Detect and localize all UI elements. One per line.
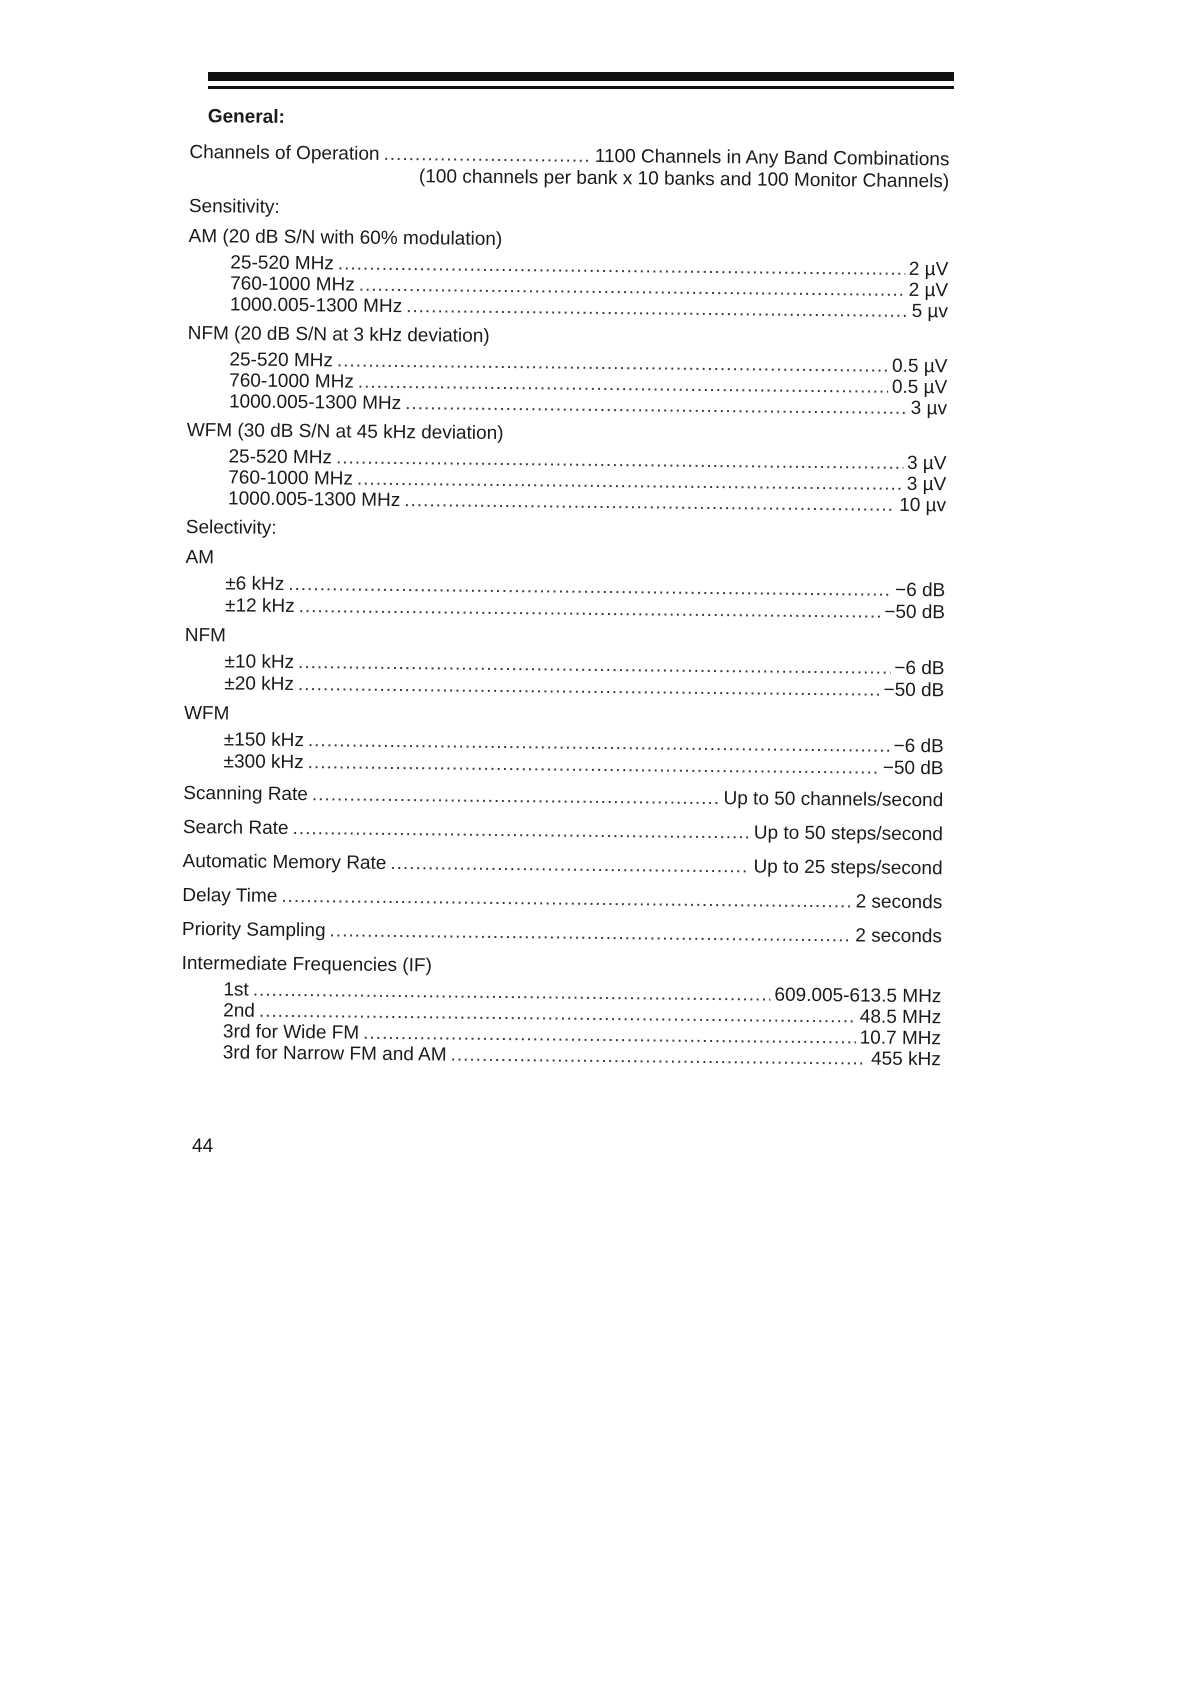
search-rate-row	[183, 817, 943, 846]
sensitivity-am-group	[188, 226, 949, 322]
row-value: 0.5 µV	[891, 376, 948, 399]
group-title: AM	[185, 546, 215, 569]
leader-dots	[312, 784, 720, 810]
channels-label: Channels of Operation	[189, 141, 380, 165]
row-value: −50 dB	[883, 679, 945, 702]
row-value: 2 µV	[908, 258, 949, 281]
row-value: 2 seconds	[855, 891, 943, 914]
leader-dots	[281, 886, 852, 913]
row-value: 48.5 MHz	[859, 1006, 942, 1029]
leader-dots	[298, 674, 880, 702]
row-value: −50 dB	[882, 757, 944, 780]
automatic-memory-rate-row	[183, 851, 943, 880]
row-value: −6 dB	[894, 657, 945, 680]
row-value: Up to 50 channels/second	[723, 788, 944, 812]
row-value: −50 dB	[884, 601, 946, 624]
row-label: Search Rate	[182, 816, 289, 839]
row-label: 760-1000 MHz	[229, 370, 354, 393]
row-label: ±12 kHz	[224, 595, 295, 618]
leader-dots	[299, 596, 881, 624]
row-label: 1000.005-1300 MHz	[228, 391, 402, 415]
group-rows	[187, 349, 948, 419]
leader-dots	[292, 818, 749, 844]
row-value: −6 dB	[894, 579, 946, 602]
row-value: 3 µV	[906, 452, 947, 475]
scanning-rate-row	[183, 783, 943, 812]
selectivity-wfm-group	[183, 703, 944, 780]
row-label: ±300 kHz	[223, 751, 304, 774]
group-title: WFM	[183, 702, 230, 725]
selectivity-am-group	[185, 547, 946, 624]
sensitivity-nfm-group	[187, 323, 948, 419]
group-rows	[186, 446, 947, 516]
row-label: 25-520 MHz	[230, 252, 334, 275]
page-number: 44	[192, 1136, 214, 1157]
leader-dots	[329, 920, 851, 947]
leader-dots	[390, 853, 749, 878]
row-label: Delay Time	[182, 884, 278, 907]
leader-dots	[383, 144, 591, 168]
row-value: −6 dB	[893, 735, 944, 758]
priority-sampling-row	[182, 919, 942, 948]
group-title: AM (20 dB S/N with 60% modulation)	[188, 225, 503, 251]
leader-dots	[451, 1045, 868, 1070]
leader-dots	[404, 490, 895, 516]
sensitivity-title: Sensitivity:	[188, 195, 280, 218]
row-value: 10 µv	[899, 494, 947, 517]
row-label: Scanning Rate	[183, 782, 309, 806]
row-label: 1000.005-1300 MHz	[229, 294, 403, 318]
group-title: NFM (20 dB S/N at 3 kHz deviation)	[187, 322, 490, 347]
delay-time-row	[182, 885, 942, 914]
row-label: 1st	[223, 979, 249, 1001]
row-value: Up to 50 steps/second	[753, 822, 944, 846]
row-label: 3rd for Wide FM	[222, 1021, 360, 1044]
group-rows	[185, 573, 945, 624]
row-label: ±6 kHz	[225, 573, 285, 595]
row-value: 10.7 MHz	[859, 1027, 942, 1050]
row-value: Up to 25 steps/second	[753, 856, 943, 880]
row-value: 5 µv	[911, 300, 949, 323]
header-rule-thin	[208, 86, 954, 89]
if-rows	[181, 979, 942, 1070]
leader-dots	[405, 393, 907, 419]
leader-dots	[308, 752, 879, 779]
row-label: 25-520 MHz	[228, 446, 333, 469]
channels-detail: (100 channels per bank x 10 banks and 100 Monitor Channels)	[418, 166, 950, 193]
row-label: Priority Sampling	[181, 918, 326, 942]
section-heading: General:	[207, 106, 285, 128]
selectivity-nfm-group	[184, 625, 945, 702]
if-title: Intermediate Frequencies (IF)	[181, 952, 432, 977]
row-value: 0.5 µV	[891, 355, 948, 378]
row-value: 455 kHz	[870, 1048, 941, 1071]
row-value: 2 µV	[908, 279, 949, 302]
row-label: Automatic Memory Rate	[182, 850, 387, 874]
row-label: 1000.005-1300 MHz	[227, 488, 401, 512]
row-value: 3 µV	[906, 473, 947, 496]
row-label: 25-520 MHz	[229, 349, 334, 372]
group-rows	[184, 651, 944, 702]
group-title: WFM (30 dB S/N at 45 kHz deviation)	[186, 419, 504, 445]
header-rule-thick	[208, 72, 954, 81]
row-label: ±10 kHz	[224, 651, 295, 674]
row-label: 760-1000 MHz	[228, 467, 354, 490]
row-label: 760-1000 MHz	[230, 273, 355, 296]
group-rows	[183, 729, 943, 780]
leader-dots	[406, 296, 908, 322]
row-value: 3 µv	[910, 397, 948, 420]
group-rows	[188, 252, 949, 322]
row-label: ±150 kHz	[223, 729, 305, 752]
row-label: ±20 kHz	[224, 673, 294, 696]
row-label: 2nd	[223, 1000, 255, 1022]
group-title: NFM	[184, 624, 227, 647]
selectivity-title: Selectivity:	[185, 516, 277, 539]
row-label: 3rd for Narrow FM and AM	[222, 1042, 447, 1066]
sensitivity-wfm-group	[186, 420, 947, 516]
channels-value: 1100 Channels in Any Band Combinations	[594, 145, 950, 171]
row-value: 2 seconds	[855, 925, 943, 948]
row-value: 609.005-613.5 MHz	[774, 984, 942, 1008]
spec-content	[181, 92, 950, 1070]
